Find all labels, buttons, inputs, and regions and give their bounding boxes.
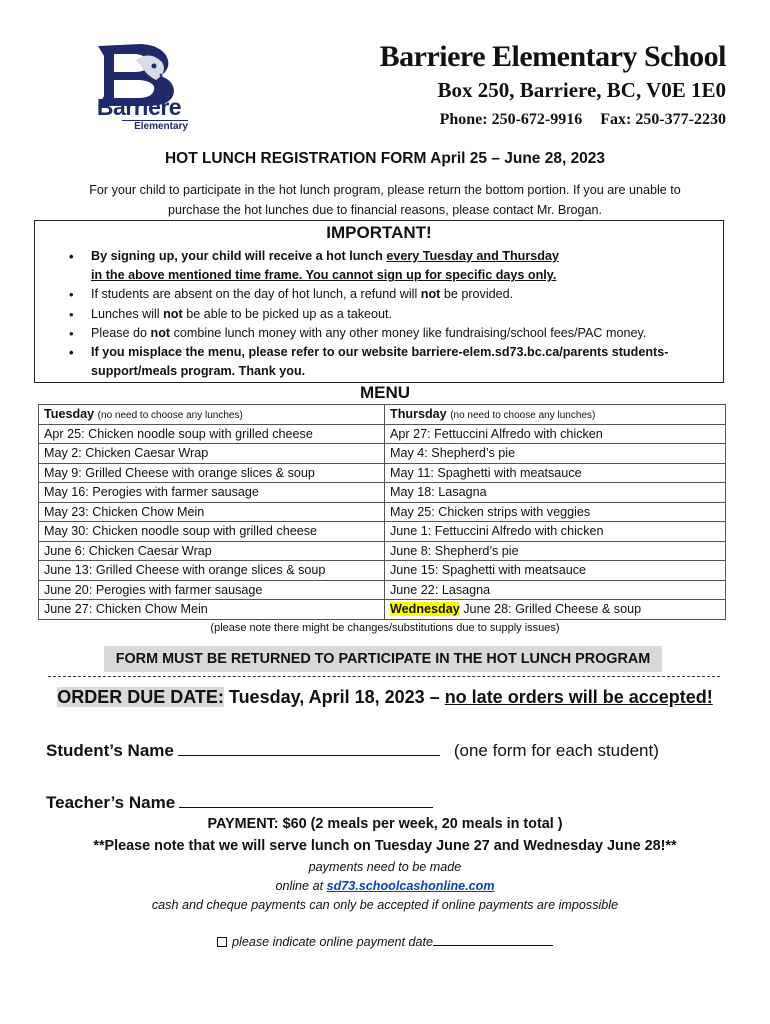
- tuesday-meal: June 6: Chicken Caesar Wrap: [39, 541, 385, 561]
- logo-subwordmark: Elementary: [122, 120, 188, 132]
- due-date-value: Tuesday, April 18, 2023 –: [223, 687, 445, 707]
- intro-line: For your child to participate in the hot lunch program, please return the bottom portion. If you are unable to: [89, 183, 681, 197]
- tuesday-meal: Apr 25: Chicken noodle soup with grilled cheese: [39, 424, 385, 444]
- important-item: • If students are absent on the day of hot lunch, a refund will not be provided.: [63, 285, 723, 304]
- menu-row: [39, 463, 726, 483]
- payment-date-checkbox[interactable]: [217, 937, 227, 947]
- thursday-meal: May 18: Lasagna: [385, 483, 726, 503]
- serve-note: **Please note that we will serve lunch on Tuesday June 27 and Wednesday June 28!**: [93, 838, 677, 854]
- teacher-name-field[interactable]: [179, 792, 433, 808]
- intro-paragraph: [40, 180, 730, 220]
- menu-row: [39, 541, 726, 561]
- teacher-name-label: Teacher’s Name: [46, 793, 176, 812]
- thursday-meal: June 22: Lasagna: [385, 580, 726, 600]
- menu-header-row: [39, 405, 726, 425]
- school-name: Barriere Elementary School: [379, 40, 726, 73]
- student-name-row: [46, 740, 659, 761]
- payment-line: PAYMENT: $60 (2 meals per week, 20 meals in total ): [207, 816, 563, 832]
- payment-made-text: payments need to be made: [308, 860, 462, 874]
- important-list: [63, 247, 723, 381]
- intro-line: purchase the hot lunches due to financial reasons, please contact Mr. Brogan.: [167, 203, 603, 217]
- menu-row: [39, 522, 726, 542]
- late-warning: no late orders will be accepted!: [444, 687, 713, 707]
- teacher-name-row: [46, 792, 433, 813]
- cash-note: cash and cheque payments can only be accepted if online payments are impossible: [151, 898, 619, 912]
- important-item: • Lunches will not be able to be picked up as a takeout.: [63, 305, 723, 324]
- thursday-meal: May 4: Shepherd’s pie: [385, 444, 726, 464]
- tuesday-meal: May 30: Chicken noodle soup with grilled cheese: [39, 522, 385, 542]
- thursday-meal: May 11: Spaghetti with meatsauce: [385, 463, 726, 483]
- phone-number: Phone: 250-672-9916: [439, 111, 583, 128]
- payment-online-text: online at sd73.schoolcashonline.com: [275, 879, 495, 893]
- important-box: [34, 220, 724, 383]
- menu-row: [39, 580, 726, 600]
- form-title: HOT LUNCH REGISTRATION FORM April 25 – June 28, 2023: [164, 150, 606, 167]
- menu-title: MENU: [359, 383, 411, 402]
- payment-date-field[interactable]: [433, 935, 553, 946]
- thursday-meal: June 1: Fettuccini Alfredo with chicken: [385, 522, 726, 542]
- menu-row: [39, 561, 726, 581]
- thursday-meal: May 25: Chicken strips with veggies: [385, 502, 726, 522]
- student-name-field[interactable]: [178, 740, 440, 756]
- menu-row: [39, 444, 726, 464]
- highlighted-day: Wednesday: [390, 602, 460, 617]
- menu-row: [39, 483, 726, 503]
- supply-note: (please note there might be changes/substitutions due to supply issues): [210, 622, 560, 634]
- tuesday-meal: June 13: Grilled Cheese with orange slices & soup: [39, 561, 385, 581]
- cut-line: [48, 676, 720, 677]
- form-must-banner: FORM MUST BE RETURNED TO PARTICIPATE IN THE HOT LUNCH PROGRAM: [104, 646, 662, 672]
- menu-row: [39, 424, 726, 444]
- thursday-header: Thursday (no need to choose any lunches): [385, 405, 726, 425]
- thursday-meal: June 8: Shepherd’s pie: [385, 541, 726, 561]
- student-name-label: Student’s Name: [46, 741, 174, 760]
- fax-number: Fax: 250-377-2230: [600, 111, 726, 128]
- menu-row: [39, 600, 726, 620]
- school-contact-block: [380, 40, 726, 129]
- underlined-text: every Tuesday and Thursday: [386, 249, 559, 263]
- school-address: Box 250, Barriere, BC, V0E 1E0: [437, 78, 726, 102]
- tuesday-meal: June 27: Chicken Chow Mein: [39, 600, 385, 620]
- payment-date-label: please indicate online payment date: [232, 935, 433, 949]
- school-logo: [84, 40, 188, 134]
- schoolcash-link[interactable]: sd73.schoolcashonline.com: [326, 879, 495, 893]
- menu-table: [38, 404, 726, 620]
- due-date-label: ORDER DUE DATE:: [57, 687, 224, 707]
- important-item: • Please do not combine lunch money with any other money like fundraising/school fees/PAC money.: [63, 324, 723, 343]
- payment-date-row: [0, 935, 770, 949]
- student-note: (one form for each student): [453, 741, 659, 760]
- underlined-text: in the above mentioned time frame. You cannot sign up for specific days only.: [91, 268, 557, 283]
- tuesday-meal: June 20: Perogies with farmer sausage: [39, 580, 385, 600]
- important-title: IMPORTANT!: [326, 223, 432, 242]
- order-due-date: [0, 687, 770, 708]
- thursday-meal: June 15: Spaghetti with meatsauce: [385, 561, 726, 581]
- menu-row: [39, 502, 726, 522]
- thursday-meal: Apr 27: Fettuccini Alfredo with chicken: [385, 424, 726, 444]
- important-item: • By signing up, your child will receive a hot lunch every Tuesday and Thursday in the above mentioned time frame. You cannot sign up for specific days only.: [63, 247, 723, 285]
- tuesday-header: Tuesday (no need to choose any lunches): [39, 405, 385, 425]
- important-item: • If you misplace the menu, please refer to our website barriere-elem.sd73.bc.ca/parents students- support/meals program. Thank you.: [63, 343, 723, 381]
- tuesday-meal: May 23: Chicken Chow Mein: [39, 502, 385, 522]
- tuesday-meal: May 16: Perogies with farmer sausage: [39, 483, 385, 503]
- tuesday-meal: May 2: Chicken Caesar Wrap: [39, 444, 385, 464]
- wednesday-meal: Wednesday June 28: Grilled Cheese & soup: [385, 600, 726, 620]
- tuesday-meal: May 9: Grilled Cheese with orange slices & soup: [39, 463, 385, 483]
- logo-wordmark: Barriere: [96, 94, 182, 120]
- school-phone-fax: [380, 111, 726, 129]
